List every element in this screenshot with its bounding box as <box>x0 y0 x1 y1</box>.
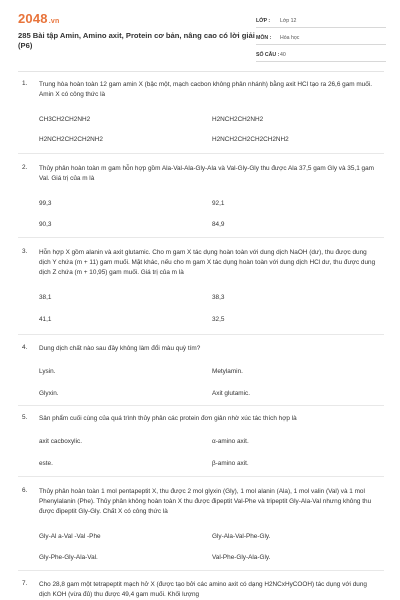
option-b[interactable]: H2NCH2CH2NH2 <box>212 116 264 123</box>
question-number: 4. <box>22 344 28 351</box>
meta-row-subject <box>256 31 386 45</box>
question-divider <box>18 570 384 571</box>
page-title: 285 Bài tập Amin, Amino axit, Protein cơ bản, nâng cao có lời giải (P6) <box>18 31 255 50</box>
question-number: 6. <box>22 487 28 494</box>
question-text: Thủy phân hoàn toàn m gam hỗn hợp gồm Ala-Val-Ala-Gly-Ala và Val-Gly-Gly thu được Ala 37,5 gam Gly và 35,1 gam Val. Giá trị của m là <box>39 165 374 182</box>
question-divider <box>18 237 384 238</box>
meta-row-count <box>256 48 386 62</box>
option-b[interactable]: 92,1 <box>212 200 225 207</box>
option-d[interactable]: β-amino axit. <box>212 460 249 467</box>
option-b[interactable]: α-amino axit. <box>212 438 249 445</box>
option-c[interactable]: este. <box>39 460 53 467</box>
header-divider <box>18 71 384 72</box>
meta-value: 40 <box>280 51 286 58</box>
meta-row-grade <box>256 14 386 28</box>
question-number: 3. <box>22 248 28 255</box>
question-number: 5. <box>22 414 28 421</box>
option-d[interactable]: 84,9 <box>212 221 225 228</box>
question-number: 7. <box>22 580 28 587</box>
meta-value: Hóa học <box>280 34 300 41</box>
question-divider <box>18 405 384 406</box>
option-c[interactable]: 41,1 <box>39 316 52 323</box>
meta-label: MÔN : <box>256 34 272 41</box>
page-header <box>0 0 400 66</box>
question-text: Trung hòa hoàn toàn 12 gam amin X (bậc một, mạch cacbon không phân nhánh) bằng axit HCl tạo ra 26,6 gam muối. Amin X có công thức là <box>39 81 372 98</box>
logo-text: 2048 <box>18 11 48 26</box>
option-c[interactable]: Glyxin. <box>39 390 59 397</box>
meta-label: SỐ CÂU : <box>256 51 280 58</box>
option-a[interactable]: 99,3 <box>39 200 52 207</box>
meta-label: LỚP : <box>256 17 271 24</box>
option-b[interactable]: 38,3 <box>212 294 225 301</box>
option-b[interactable]: Metylamin. <box>212 368 243 375</box>
option-a[interactable]: Gly-Al a-Val -Val -Phe <box>39 533 101 540</box>
option-d[interactable]: Axit glutamic. <box>212 390 251 397</box>
option-d[interactable]: Val-Phe-Gly-Ala-Gly. <box>212 554 271 561</box>
option-b[interactable]: Gly-Ala-Val-Phe-Gly. <box>212 533 271 540</box>
option-a[interactable]: Lysin. <box>39 368 56 375</box>
option-d[interactable]: 32,5 <box>212 316 225 323</box>
option-c[interactable]: 90,3 <box>39 221 52 228</box>
meta-value: Lớp 12 <box>280 17 297 24</box>
logo-suffix: .vn <box>48 18 60 25</box>
option-c[interactable]: Gly-Phe-Gly-Ala-Val. <box>39 554 98 561</box>
option-c[interactable]: H2NCH2CH2CH2NH2 <box>39 136 103 143</box>
question-text: Thủy phân hoàn toàn 1 mol pentapeptit X, thu được 2 mol glyxin (Gly), 1 mol alanin (Ala), 1 mol valin (Val) và 1 mol Phenylalanin (Phe). Thủy phân không hoàn toàn X thu được đipeptit Val-Phe và tripeptit Gly-Ala-Val nhưng không thu được đipeptit Gly-Gly. Chất X có công thức là <box>39 488 372 515</box>
question-text: Cho 28,8 gam một tetrapeptit mạch hở X (được tạo bởi các amino axit có dạng H2NCxHyCOOH) tác dụng với dung dịch KOH (vừa đủ) thu được 49,4 gam muối. Khối lượng <box>39 581 367 598</box>
question-text: Dung dịch chất nào sau đây không làm đổi màu quỳ tím? <box>39 345 201 352</box>
question-divider <box>18 153 384 154</box>
option-a[interactable]: 38,1 <box>39 294 52 301</box>
question-number: 2. <box>22 164 28 171</box>
question-divider <box>18 476 384 477</box>
question-divider <box>18 334 384 335</box>
option-a[interactable]: CH3CH2CH2NH2 <box>39 116 91 123</box>
option-a[interactable]: axit cacboxylic. <box>39 438 82 445</box>
question-number: 1. <box>22 80 28 87</box>
option-d[interactable]: H2NCH2CH2CH2CH2NH2 <box>212 136 289 143</box>
question-text: Sản phẩm cuối cùng của quá trình thủy phân các protein đơn giản nhờ xúc tác thích hợp là <box>39 415 297 422</box>
question-text: Hỗn hợp X gồm alanin và axit glutamic. Cho m gam X tác dụng hoàn toàn với dung dịch NaOH (dư), thu được dung dịch Y chứa (m + 11) gam muối. Mặt khác, nếu cho m gam X tác dụng hoàn toàn với dung dịch HCl dư, thu được dung dịch Z chứa (m + 10,95) gam muối. Giá trị của m là <box>39 249 376 276</box>
meta-panel <box>256 14 386 65</box>
site-logo[interactable] <box>18 11 59 26</box>
